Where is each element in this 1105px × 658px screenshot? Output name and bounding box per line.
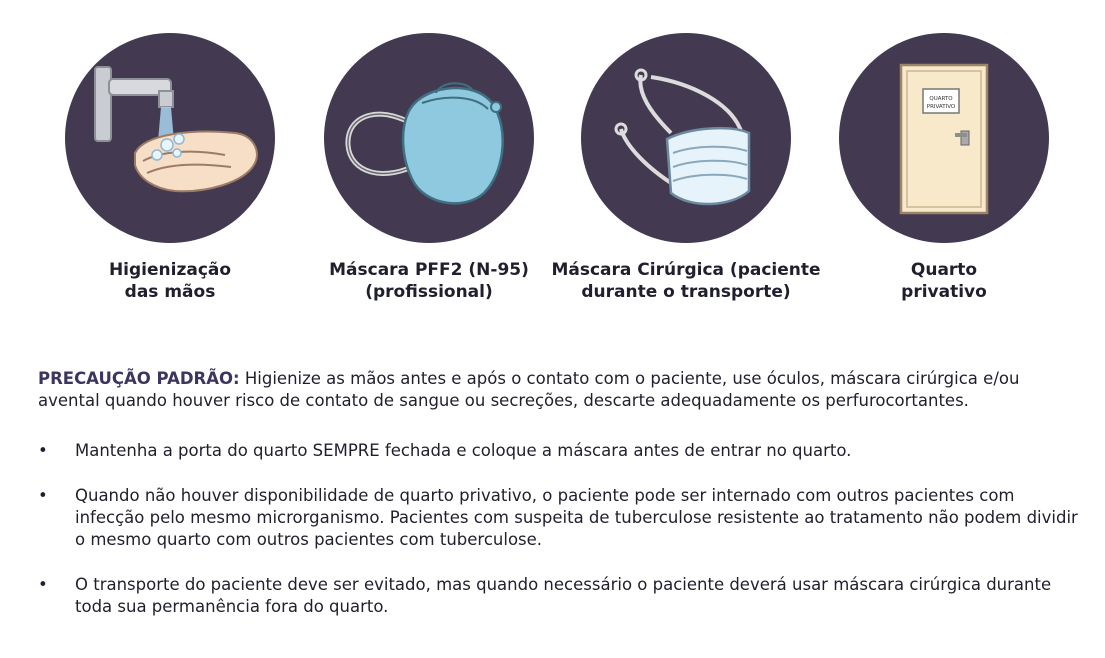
hand-hygiene-icon (65, 33, 275, 243)
private-room-caption: Quarto privativo (901, 260, 987, 302)
private-room-card (804, 33, 1084, 303)
door-icon (839, 33, 1049, 243)
standard-precaution-paragraph (38, 368, 1078, 412)
precaution-bullet-list (38, 440, 1078, 641)
bullet-icon: • (38, 441, 48, 460)
bullet-icon: • (38, 575, 48, 594)
list-item: • Quando não houver disponibilidade de quarto privativo, o paciente pode ser internado com outros pacientes com infecção pelo mesmo microrganismo. Pacientes com suspeita de tuberculose resistente ao tratamento não podem dividir o mesmo quarto com outros pacientes com tuberculose. (38, 486, 1078, 549)
pff2-mask-icon (324, 33, 534, 243)
surgical-mask-card (546, 33, 826, 303)
list-item: • Mantenha a porta do quarto SEMPRE fechada e coloque a máscara antes de entrar no quarto. (38, 441, 852, 460)
pff2-mask-card (289, 33, 569, 303)
door-sign-line1: QUARTO (929, 96, 953, 102)
door-sign-line2: PRIVATIVO (926, 104, 956, 110)
surgical-mask-caption: Máscara Cirúrgica (paciente durante o transporte) (551, 260, 821, 302)
hand-hygiene-caption: Higienização das mãos (108, 260, 232, 302)
surgical-mask-icon (581, 33, 791, 243)
hand-hygiene-card (30, 33, 310, 303)
standard-precaution-text: Higienize as mãos antes e após o contato com o paciente, use óculos, máscara cirúrgica e/ou avental quando houver risco de contato de sangue ou secreções, descarte adequadamente os perfurocortantes. (38, 369, 1020, 410)
list-item: • O transporte do paciente deve ser evitado, mas quando necessário o paciente deverá usar máscara cirúrgica durante toda sua permanência fora do quarto. (38, 575, 1052, 616)
pff2-mask-caption: Máscara PFF2 (N-95) (profissional) (329, 260, 529, 302)
standard-precaution-label: PRECAUÇÃO PADRÃO: (38, 369, 240, 388)
precaution-icons (0, 0, 1105, 320)
bullet-icon: • (38, 486, 48, 505)
